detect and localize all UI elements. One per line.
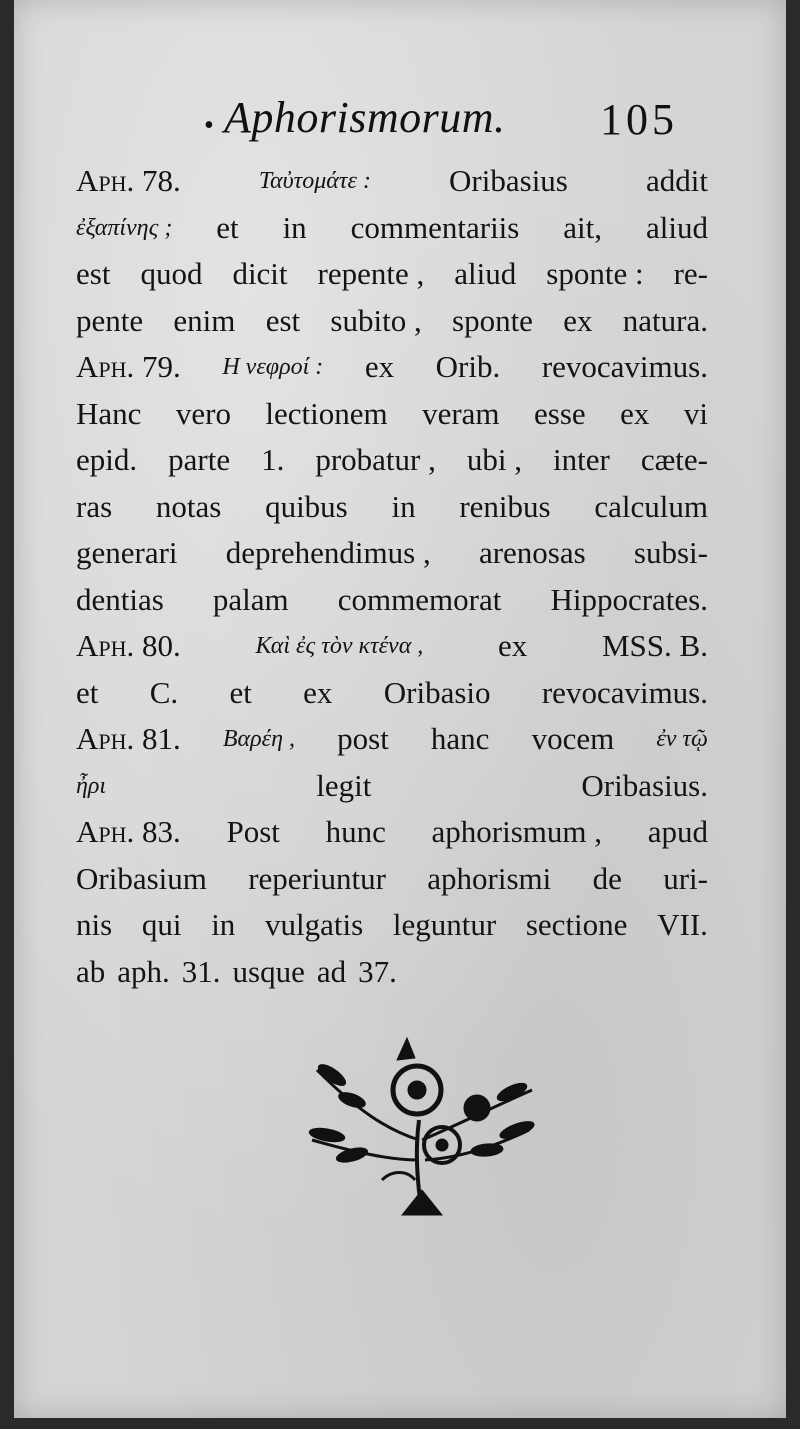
word: Oribasium bbox=[76, 860, 207, 896]
word: esse bbox=[534, 395, 586, 431]
word: arenosas bbox=[478, 535, 586, 570]
word: revocavimus. bbox=[541, 674, 708, 710]
word: Hippocrates. bbox=[550, 581, 708, 617]
word: nis bbox=[76, 907, 113, 942]
word: ex bbox=[498, 628, 528, 663]
word: lectionem bbox=[265, 395, 388, 431]
word: epid. bbox=[76, 442, 138, 477]
text-line bbox=[76, 391, 708, 438]
word: de bbox=[592, 860, 622, 896]
word: aphorismi bbox=[427, 860, 552, 896]
word: Aph. 78. bbox=[76, 163, 181, 198]
word: est bbox=[265, 302, 301, 338]
word: Η νεφροί : bbox=[222, 354, 324, 380]
text-line bbox=[76, 298, 708, 345]
text-line bbox=[76, 437, 708, 484]
word: repente , bbox=[317, 256, 425, 291]
word: addit bbox=[645, 163, 708, 198]
word: Oribasio bbox=[383, 674, 491, 710]
word: aph. bbox=[117, 953, 170, 989]
word: inter bbox=[553, 442, 610, 477]
word: 37. bbox=[358, 953, 397, 989]
word: post bbox=[337, 721, 389, 756]
word: Orib. bbox=[435, 349, 501, 384]
word: quod bbox=[140, 256, 203, 291]
word: Aph. 80. bbox=[76, 628, 181, 663]
running-title: Aphorismorum. bbox=[224, 93, 506, 142]
word: Oribasius. bbox=[581, 767, 708, 803]
word: generari bbox=[76, 535, 178, 570]
word: veram bbox=[422, 395, 500, 431]
word: ex bbox=[364, 349, 395, 384]
word: notas bbox=[155, 488, 222, 524]
word: renibus bbox=[459, 488, 551, 524]
word: subito , bbox=[330, 302, 422, 338]
word: cæte- bbox=[640, 442, 708, 477]
word: sponte : bbox=[546, 256, 644, 291]
word: ubi , bbox=[466, 442, 522, 477]
word: ras bbox=[76, 488, 113, 524]
word: deprehendimus , bbox=[225, 535, 431, 570]
word: Oribasius bbox=[449, 163, 568, 198]
word: enim bbox=[173, 302, 236, 338]
running-head bbox=[14, 90, 786, 150]
word: vulgatis bbox=[265, 907, 364, 942]
word: pente bbox=[76, 302, 144, 338]
text-line bbox=[76, 344, 708, 391]
word: ex bbox=[303, 674, 333, 710]
word: Hanc bbox=[76, 395, 142, 431]
text-line bbox=[76, 577, 708, 624]
head-dot: • bbox=[204, 110, 214, 141]
word: Aph. 79. bbox=[76, 349, 181, 384]
word: hunc bbox=[325, 814, 386, 849]
text-line bbox=[76, 949, 708, 996]
word: Post bbox=[226, 814, 280, 849]
word: MSS. B. bbox=[601, 628, 708, 663]
word: et bbox=[76, 674, 99, 710]
word: C. bbox=[149, 674, 179, 710]
text-line bbox=[76, 484, 708, 531]
word: re- bbox=[673, 256, 708, 291]
text-line bbox=[76, 205, 708, 252]
text-line bbox=[76, 670, 708, 717]
word: Ταὐτομάτε : bbox=[258, 168, 371, 194]
word: VII. bbox=[657, 907, 708, 942]
word: et bbox=[229, 674, 252, 710]
word: ἦρι bbox=[76, 772, 107, 799]
word: qui bbox=[141, 907, 182, 942]
word: revocavimus. bbox=[541, 349, 708, 384]
text-line bbox=[76, 158, 708, 205]
word: 1. bbox=[261, 442, 285, 477]
word: ad bbox=[316, 953, 347, 989]
word: dicit bbox=[232, 256, 288, 291]
word: vero bbox=[175, 395, 231, 431]
word: et bbox=[216, 209, 239, 245]
text-line bbox=[76, 623, 708, 670]
word: aphorismum , bbox=[431, 814, 603, 849]
word: commentariis bbox=[350, 209, 520, 245]
word: aliud bbox=[645, 209, 708, 245]
word: ex bbox=[620, 395, 650, 431]
book-page bbox=[14, 0, 786, 1418]
word: usque bbox=[232, 953, 305, 989]
page-number: 105 bbox=[600, 95, 678, 144]
word: Aph. 83. bbox=[76, 814, 181, 849]
word: in bbox=[282, 209, 307, 245]
word: subsi- bbox=[633, 535, 708, 570]
text-line bbox=[76, 809, 708, 856]
word: commemorat bbox=[337, 581, 502, 617]
word: Καὶ ἐς τὸν κτένα , bbox=[255, 633, 424, 659]
floral-ornament-icon bbox=[297, 1030, 547, 1220]
text-line bbox=[76, 530, 708, 577]
word: leguntur bbox=[392, 907, 497, 942]
word: sectione bbox=[525, 907, 628, 942]
text-line bbox=[76, 716, 708, 763]
word: ἐξαπίνης ; bbox=[76, 214, 173, 241]
word: parte bbox=[168, 442, 231, 477]
word: in bbox=[391, 488, 416, 524]
word: est bbox=[76, 256, 111, 291]
word: vocem bbox=[531, 721, 615, 756]
word: in bbox=[211, 907, 236, 942]
word: 31. bbox=[181, 953, 221, 989]
word: probatur , bbox=[315, 442, 436, 477]
word: ait, bbox=[563, 209, 603, 245]
body-text bbox=[76, 158, 708, 995]
word: aliud bbox=[454, 256, 517, 291]
text-line bbox=[76, 763, 708, 810]
word: dentias bbox=[76, 581, 164, 617]
word: uri- bbox=[663, 860, 708, 896]
word: vi bbox=[683, 395, 708, 431]
text-line bbox=[76, 856, 708, 903]
word: ab bbox=[76, 953, 106, 989]
word: reperiuntur bbox=[248, 860, 386, 896]
text-line bbox=[76, 251, 708, 298]
word: ἐν τῷ bbox=[656, 726, 708, 752]
word: Βαρέη , bbox=[222, 726, 296, 752]
word: natura. bbox=[622, 302, 708, 338]
word: ex bbox=[563, 302, 593, 338]
word: apud bbox=[647, 814, 708, 849]
word: calculum bbox=[594, 488, 708, 524]
text-line bbox=[76, 902, 708, 949]
word: legit bbox=[316, 767, 372, 803]
word: sponte bbox=[452, 302, 533, 338]
word: quibus bbox=[265, 488, 348, 524]
word: Aph. 81. bbox=[76, 721, 181, 756]
word: palam bbox=[212, 581, 289, 617]
word: hanc bbox=[430, 721, 490, 756]
